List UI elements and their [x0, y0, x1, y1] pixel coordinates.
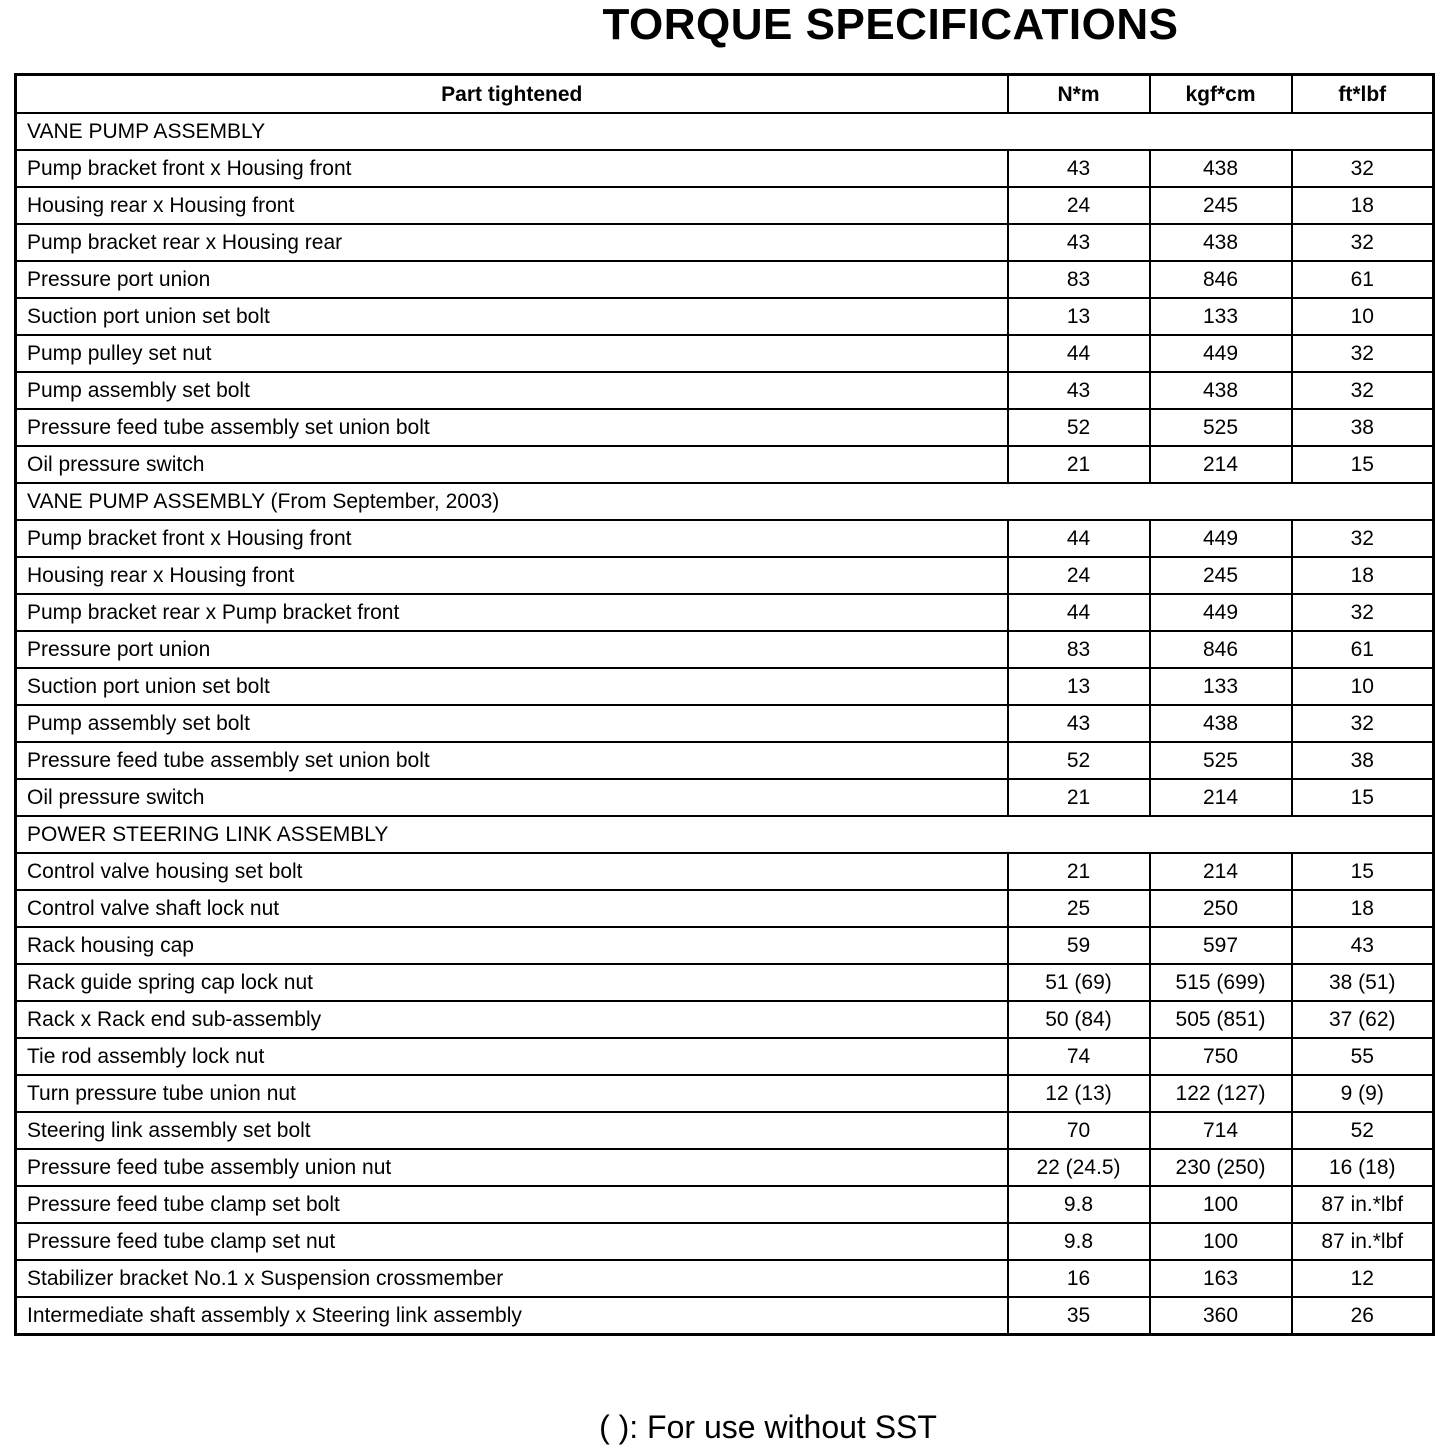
ft-lbf-cell: 10: [1292, 668, 1434, 705]
nm-cell: 21: [1008, 446, 1150, 483]
ft-lbf-cell: 32: [1292, 705, 1434, 742]
part-cell: Pump bracket front x Housing front: [16, 520, 1008, 557]
kgf-cell: 133: [1150, 668, 1292, 705]
nm-cell: 21: [1008, 779, 1150, 816]
table-row: [16, 372, 1434, 409]
kgf-cell: 438: [1150, 372, 1292, 409]
kgf-cell: 250: [1150, 890, 1292, 927]
part-cell: Rack housing cap: [16, 927, 1008, 964]
kgf-cell: 230 (250): [1150, 1149, 1292, 1186]
table-row: [16, 1297, 1434, 1335]
table-row: [16, 853, 1434, 890]
section-title: VANE PUMP ASSEMBLY (From September, 2003): [16, 483, 1434, 520]
nm-cell: 16: [1008, 1260, 1150, 1297]
kgf-cell: 525: [1150, 742, 1292, 779]
section-title: POWER STEERING LINK ASSEMBLY: [16, 816, 1434, 853]
nm-cell: 44: [1008, 594, 1150, 631]
table-row: [16, 520, 1434, 557]
kgf-cell: 214: [1150, 779, 1292, 816]
part-cell: Suction port union set bolt: [16, 668, 1008, 705]
part-cell: Pump bracket front x Housing front: [16, 150, 1008, 187]
kgf-cell: 133: [1150, 298, 1292, 335]
kgf-cell: 122 (127): [1150, 1075, 1292, 1112]
nm-cell: 44: [1008, 520, 1150, 557]
kgf-cell: 163: [1150, 1260, 1292, 1297]
nm-cell: 13: [1008, 668, 1150, 705]
kgf-cell: 214: [1150, 853, 1292, 890]
part-cell: Oil pressure switch: [16, 446, 1008, 483]
ft-lbf-cell: 52: [1292, 1112, 1434, 1149]
ft-lbf-cell: 12: [1292, 1260, 1434, 1297]
ft-lbf-cell: 38: [1292, 409, 1434, 446]
table-row: [16, 1112, 1434, 1149]
kgf-cell: 449: [1150, 594, 1292, 631]
table-header-row: [16, 75, 1434, 114]
section-row: [16, 113, 1434, 150]
ft-lbf-cell: 9 (9): [1292, 1075, 1434, 1112]
nm-cell: 50 (84): [1008, 1001, 1150, 1038]
ft-lbf-cell: 26: [1292, 1297, 1434, 1335]
nm-cell: 24: [1008, 557, 1150, 594]
table-row: [16, 890, 1434, 927]
header-nm: N*m: [1008, 75, 1150, 114]
nm-cell: 25: [1008, 890, 1150, 927]
kgf-cell: 714: [1150, 1112, 1292, 1149]
nm-cell: 52: [1008, 409, 1150, 446]
table-row: [16, 705, 1434, 742]
kgf-cell: 750: [1150, 1038, 1292, 1075]
ft-lbf-cell: 18: [1292, 890, 1434, 927]
part-cell: Pump assembly set bolt: [16, 372, 1008, 409]
ft-lbf-cell: 32: [1292, 224, 1434, 261]
table-row: [16, 927, 1434, 964]
part-cell: Control valve shaft lock nut: [16, 890, 1008, 927]
table-body: [16, 113, 1434, 1335]
kgf-cell: 846: [1150, 631, 1292, 668]
ft-lbf-cell: 15: [1292, 779, 1434, 816]
nm-cell: 22 (24.5): [1008, 1149, 1150, 1186]
section-row: [16, 483, 1434, 520]
part-cell: Housing rear x Housing front: [16, 187, 1008, 224]
nm-cell: 43: [1008, 150, 1150, 187]
part-cell: Turn pressure tube union nut: [16, 1075, 1008, 1112]
ft-lbf-cell: 37 (62): [1292, 1001, 1434, 1038]
nm-cell: 24: [1008, 187, 1150, 224]
header-ft-lbf: ft*lbf: [1292, 75, 1434, 114]
ft-lbf-cell: 38: [1292, 742, 1434, 779]
part-cell: Tie rod assembly lock nut: [16, 1038, 1008, 1075]
ft-lbf-cell: 10: [1292, 298, 1434, 335]
kgf-cell: 438: [1150, 150, 1292, 187]
kgf-cell: 846: [1150, 261, 1292, 298]
table-row: [16, 594, 1434, 631]
table-row: [16, 1186, 1434, 1223]
nm-cell: 12 (13): [1008, 1075, 1150, 1112]
table-row: [16, 1038, 1434, 1075]
ft-lbf-cell: 61: [1292, 631, 1434, 668]
table-row: [16, 557, 1434, 594]
part-cell: Pump pulley set nut: [16, 335, 1008, 372]
ft-lbf-cell: 32: [1292, 335, 1434, 372]
ft-lbf-cell: 15: [1292, 446, 1434, 483]
nm-cell: 44: [1008, 335, 1150, 372]
table-row: [16, 1075, 1434, 1112]
part-cell: Steering link assembly set bolt: [16, 1112, 1008, 1149]
part-cell: Pressure port union: [16, 261, 1008, 298]
part-cell: Control valve housing set bolt: [16, 853, 1008, 890]
part-cell: Suction port union set bolt: [16, 298, 1008, 335]
ft-lbf-cell: 61: [1292, 261, 1434, 298]
part-cell: Pressure feed tube clamp set nut: [16, 1223, 1008, 1260]
table-row: [16, 1149, 1434, 1186]
part-cell: Pressure feed tube assembly set union bolt: [16, 409, 1008, 446]
ft-lbf-cell: 32: [1292, 372, 1434, 409]
nm-cell: 43: [1008, 224, 1150, 261]
nm-cell: 52: [1008, 742, 1150, 779]
nm-cell: 21: [1008, 853, 1150, 890]
ft-lbf-cell: 55: [1292, 1038, 1434, 1075]
ft-lbf-cell: 32: [1292, 150, 1434, 187]
part-cell: Rack guide spring cap lock nut: [16, 964, 1008, 1001]
ft-lbf-cell: 18: [1292, 187, 1434, 224]
nm-cell: 13: [1008, 298, 1150, 335]
part-cell: Pump bracket rear x Pump bracket front: [16, 594, 1008, 631]
section-title: VANE PUMP ASSEMBLY: [16, 113, 1434, 150]
nm-cell: 70: [1008, 1112, 1150, 1149]
table-row: [16, 742, 1434, 779]
kgf-cell: 438: [1150, 224, 1292, 261]
header-part-tightened: Part tightened: [16, 75, 1008, 114]
part-cell: Pressure feed tube assembly set union bolt: [16, 742, 1008, 779]
table-row: [16, 631, 1434, 668]
part-cell: Pump bracket rear x Housing rear: [16, 224, 1008, 261]
kgf-cell: 515 (699): [1150, 964, 1292, 1001]
nm-cell: 35: [1008, 1297, 1150, 1335]
ft-lbf-cell: 32: [1292, 594, 1434, 631]
kgf-cell: 214: [1150, 446, 1292, 483]
table-row: [16, 224, 1434, 261]
kgf-cell: 245: [1150, 557, 1292, 594]
table-row: [16, 409, 1434, 446]
nm-cell: 9.8: [1008, 1186, 1150, 1223]
kgf-cell: 597: [1150, 927, 1292, 964]
part-cell: Oil pressure switch: [16, 779, 1008, 816]
kgf-cell: 525: [1150, 409, 1292, 446]
torque-spec-table: [14, 73, 1435, 1336]
nm-cell: 83: [1008, 631, 1150, 668]
table-row: [16, 446, 1434, 483]
kgf-cell: 449: [1150, 335, 1292, 372]
kgf-cell: 449: [1150, 520, 1292, 557]
table-row: [16, 964, 1434, 1001]
ft-lbf-cell: 87 in.*lbf: [1292, 1186, 1434, 1223]
kgf-cell: 100: [1150, 1186, 1292, 1223]
nm-cell: 83: [1008, 261, 1150, 298]
part-cell: Pump assembly set bolt: [16, 705, 1008, 742]
table-row: [16, 335, 1434, 372]
table-row: [16, 779, 1434, 816]
nm-cell: 74: [1008, 1038, 1150, 1075]
part-cell: Pressure port union: [16, 631, 1008, 668]
table-row: [16, 150, 1434, 187]
kgf-cell: 100: [1150, 1223, 1292, 1260]
header-kgf-cm: kgf*cm: [1150, 75, 1292, 114]
part-cell: Housing rear x Housing front: [16, 557, 1008, 594]
ft-lbf-cell: 16 (18): [1292, 1149, 1434, 1186]
part-cell: Stabilizer bracket No.1 x Suspension crossmember: [16, 1260, 1008, 1297]
page-title: TORQUE SPECIFICATIONS: [602, 0, 1179, 49]
nm-cell: 43: [1008, 372, 1150, 409]
part-cell: Pressure feed tube clamp set bolt: [16, 1186, 1008, 1223]
nm-cell: 43: [1008, 705, 1150, 742]
kgf-cell: 438: [1150, 705, 1292, 742]
nm-cell: 51 (69): [1008, 964, 1150, 1001]
nm-cell: 9.8: [1008, 1223, 1150, 1260]
table-row: [16, 187, 1434, 224]
table-row: [16, 1260, 1434, 1297]
ft-lbf-cell: 87 in.*lbf: [1292, 1223, 1434, 1260]
part-cell: Intermediate shaft assembly x Steering link assembly: [16, 1297, 1008, 1335]
ft-lbf-cell: 38 (51): [1292, 964, 1434, 1001]
ft-lbf-cell: 43: [1292, 927, 1434, 964]
part-cell: Rack x Rack end sub-assembly: [16, 1001, 1008, 1038]
kgf-cell: 245: [1150, 187, 1292, 224]
kgf-cell: 360: [1150, 1297, 1292, 1335]
table-row: [16, 298, 1434, 335]
section-row: [16, 816, 1434, 853]
nm-cell: 59: [1008, 927, 1150, 964]
kgf-cell: 505 (851): [1150, 1001, 1292, 1038]
ft-lbf-cell: 32: [1292, 520, 1434, 557]
table-row: [16, 668, 1434, 705]
table-row: [16, 1001, 1434, 1038]
part-cell: Pressure feed tube assembly union nut: [16, 1149, 1008, 1186]
table-row: [16, 261, 1434, 298]
ft-lbf-cell: 15: [1292, 853, 1434, 890]
footnote: ( ): For use without SST: [599, 1409, 937, 1445]
table-row: [16, 1223, 1434, 1260]
ft-lbf-cell: 18: [1292, 557, 1434, 594]
